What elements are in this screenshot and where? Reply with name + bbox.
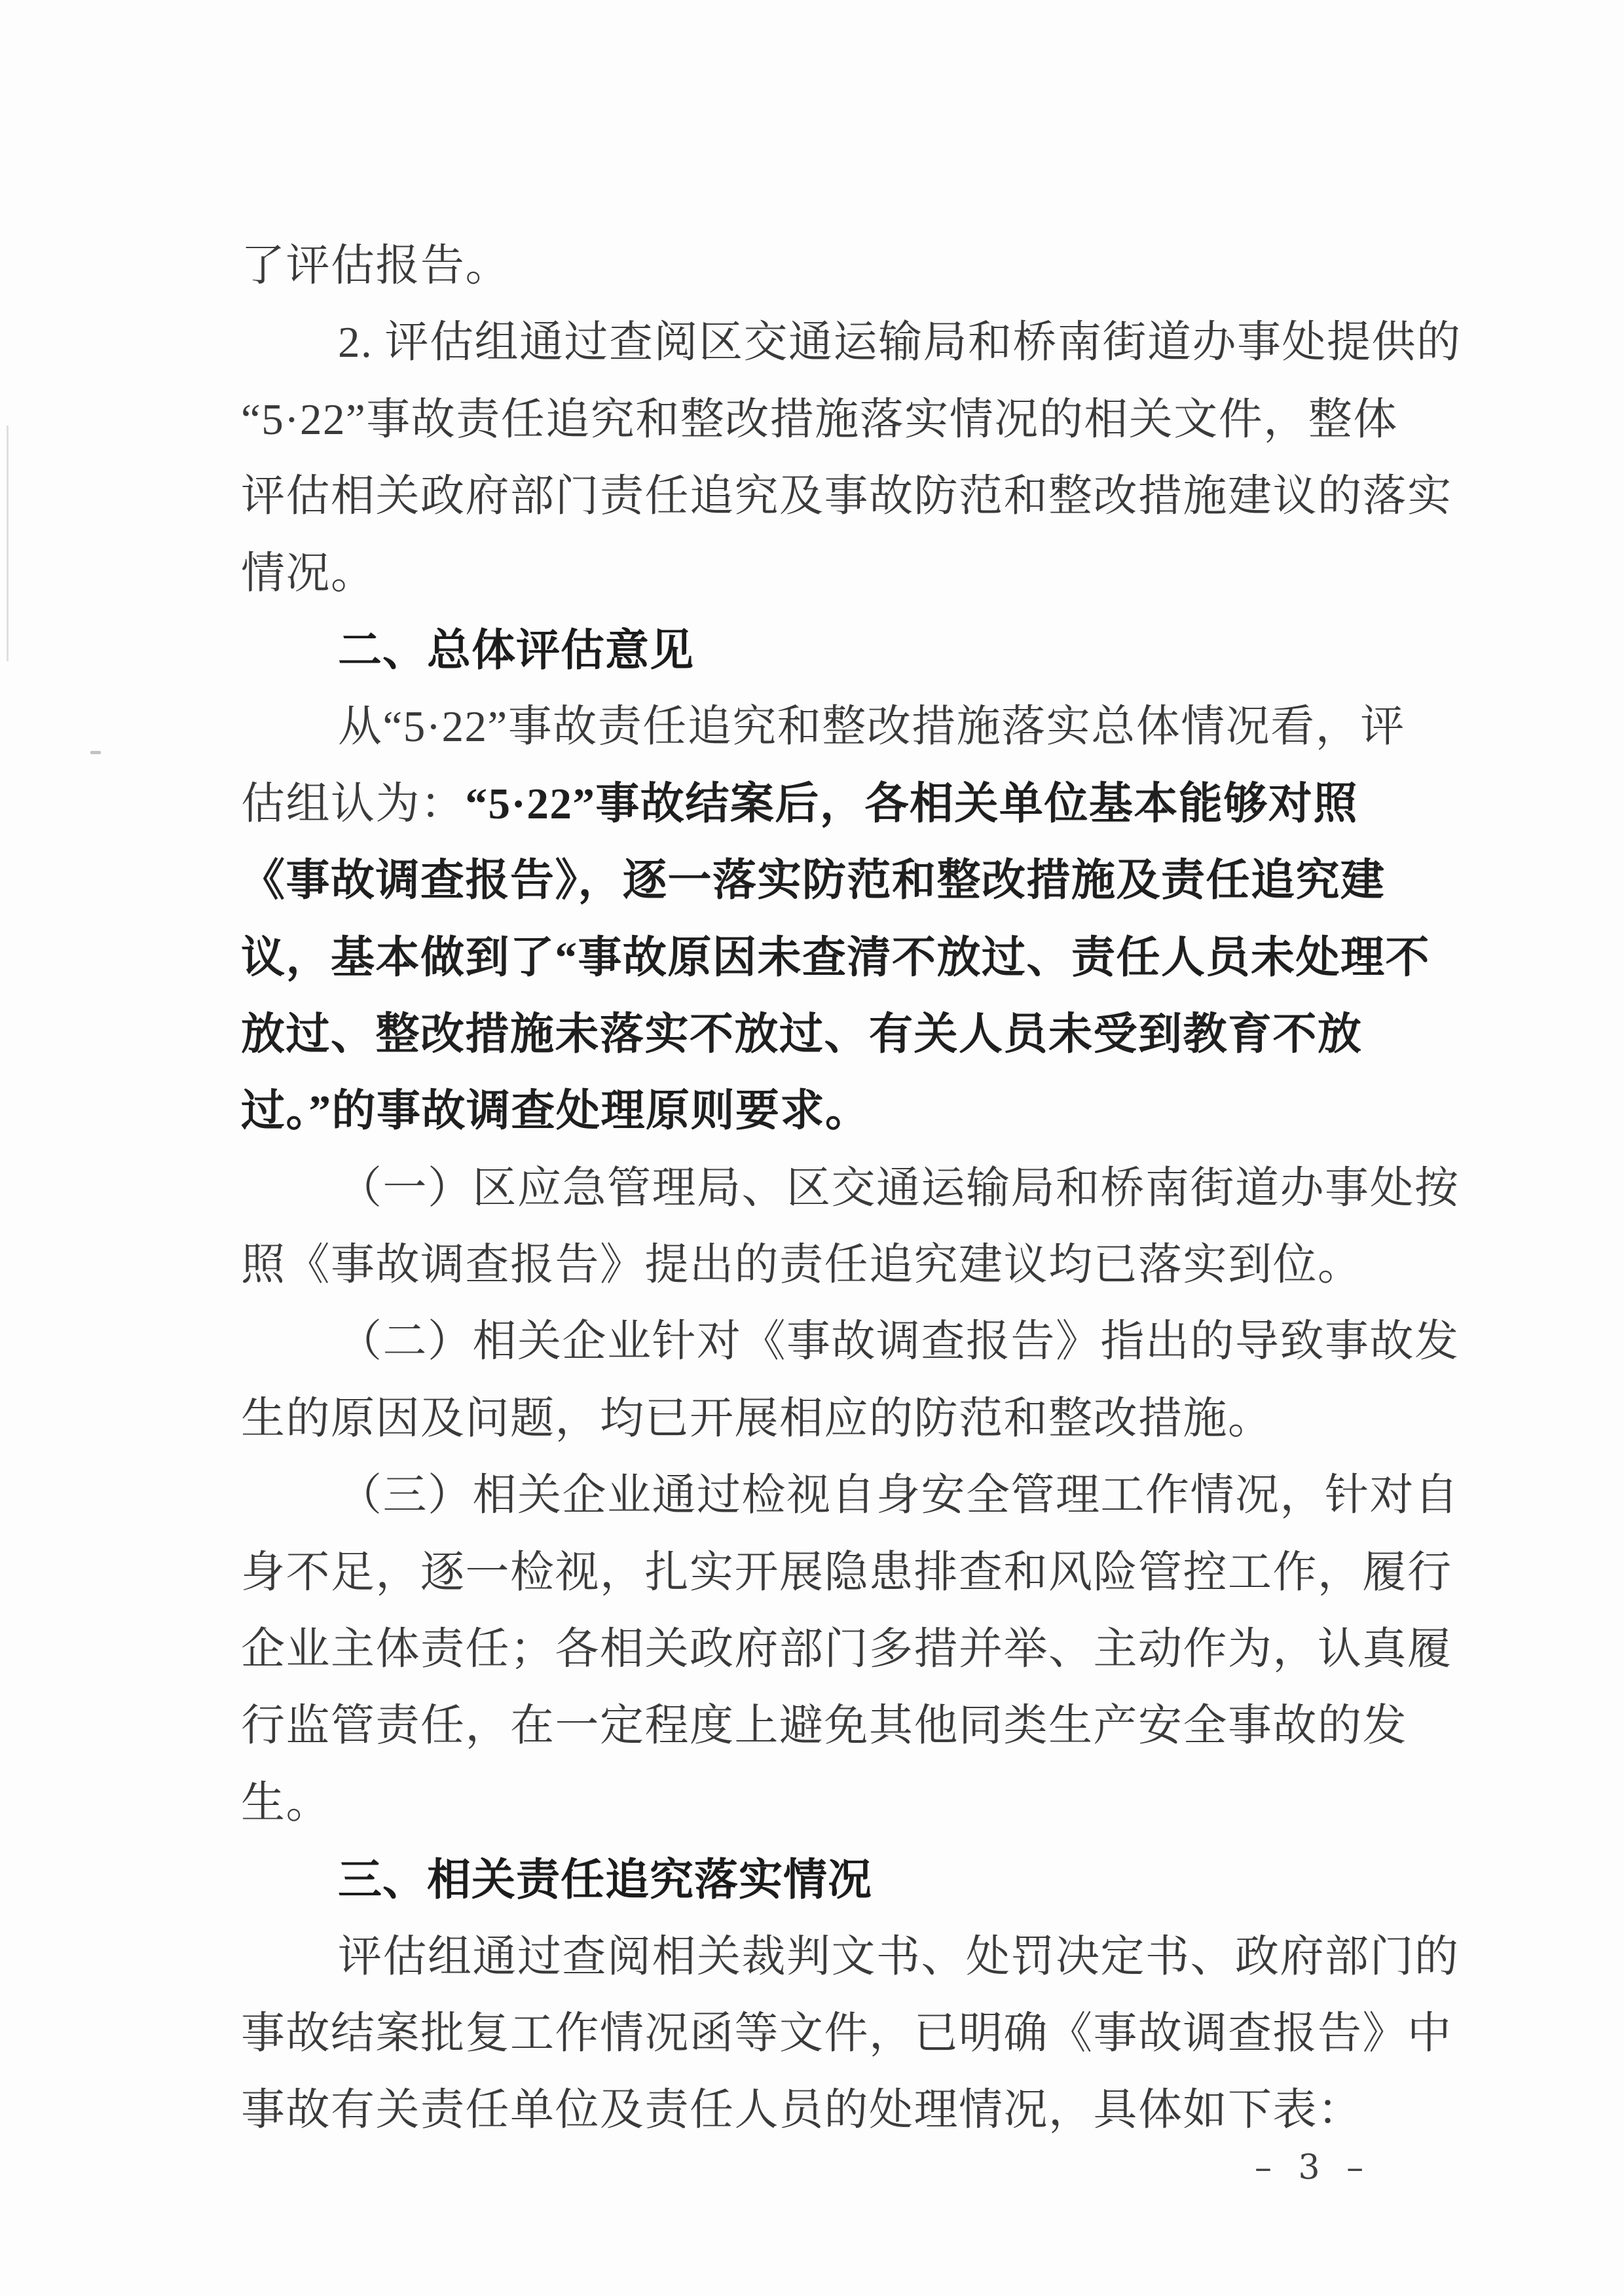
text-line	[241, 1765, 1454, 1842]
text-line	[241, 996, 1454, 1073]
heading-text: 二、总体评估意见	[338, 624, 694, 676]
text-line	[241, 1611, 1454, 1688]
text-segment: 行监管责任，在一定程度上避免其他同类生产安全事故的发	[241, 1702, 1407, 1751]
text-segment: 照《事故调查报告》提出的责任追究建议均已落实到位。	[241, 1241, 1363, 1290]
text-segment: 情况。	[241, 549, 376, 598]
text-line	[241, 382, 1454, 458]
text-line	[241, 766, 1454, 843]
text-segment-bold: 《事故调查报告》，逐一落实防范和整改措施及责任追究建	[241, 856, 1386, 905]
scan-artifact-line	[7, 426, 9, 661]
text-segment: 从“5·22”事故责任追究和整改措施落实总体情况看，评	[338, 702, 1405, 752]
page-number	[1255, 2147, 1371, 2188]
text-segment: “5·22”事故责任追究和整改措施落实情况的相关文件，整体	[241, 395, 1398, 444]
text-segment: 估组认为：	[241, 779, 466, 828]
page-number-text: – 3 –	[1255, 2148, 1372, 2187]
text-line	[241, 458, 1454, 535]
text-line	[241, 1535, 1454, 1611]
text-line	[241, 228, 1454, 304]
text-line	[241, 1995, 1454, 2072]
text-line	[241, 1303, 1460, 1380]
text-line	[241, 1381, 1454, 1457]
text-line	[241, 1688, 1454, 1764]
text-segment: （二）相关企业针对《事故调查报告》指出的导致事故发	[338, 1317, 1460, 1366]
text-line	[241, 1073, 1454, 1150]
scan-artifact-dash	[90, 751, 101, 754]
text-segment: 企业主体责任；各相关政府部门多措并举、主动作为，认真履	[241, 1625, 1452, 1674]
text-segment: 事故结案批复工作情况函等文件，已明确《事故调查报告》中	[241, 2009, 1452, 2058]
document-body	[241, 228, 1462, 2149]
text-line	[241, 2072, 1454, 2149]
text-segment-bold: 议，基本做到了“事故原因未查清不放过、责任人员未处理不	[241, 933, 1430, 982]
text-segment: 事故有关责任单位及责任人员的处理情况，具体如下表：	[241, 2086, 1363, 2135]
text-line	[241, 1150, 1460, 1227]
text-segment: 2. 评估组通过查阅区交通运输局和桥南街道办事处提供的	[338, 318, 1462, 367]
text-segment-bold: “5·22”事故结案后，各相关单位基本能够对照	[465, 779, 1358, 828]
text-line	[241, 1919, 1460, 1995]
section-heading-overall-assessment	[241, 612, 1454, 689]
text-segment: 生。	[241, 1778, 331, 1827]
text-line	[241, 536, 1454, 612]
text-line	[241, 1227, 1454, 1303]
text-line	[241, 920, 1454, 996]
text-segment: 身不足，逐一检视，扎实开展隐患排查和风险管控工作，履行	[241, 1548, 1452, 1597]
text-segment: 生的原因及问题，均已开展相应的防范和整改措施。	[241, 1394, 1273, 1443]
text-line	[241, 1457, 1460, 1534]
text-segment: 了评估报告。	[241, 242, 510, 290]
text-segment-bold: 放过、整改措施未落实不放过、有关人员未受到教育不放	[241, 1010, 1363, 1059]
section-heading-accountability	[241, 1842, 1454, 1918]
text-segment-bold: 过。”的事故调查处理原则要求。	[241, 1087, 870, 1136]
text-line	[241, 689, 1454, 765]
heading-text: 三、相关责任追究落实情况	[338, 1854, 872, 1906]
text-segment: （三）相关企业通过检视自身安全管理工作情况，针对自	[338, 1471, 1460, 1520]
text-segment: 评估相关政府部门责任追究及事故防范和整改措施建议的落实	[241, 472, 1452, 521]
text-segment: （一）区应急管理局、区交通运输局和桥南街道办事处按	[338, 1163, 1460, 1212]
text-segment: 评估组通过查阅相关裁判文书、处罚决定书、政府部门的	[338, 1932, 1460, 1981]
text-line	[241, 304, 1462, 381]
text-line	[241, 843, 1454, 919]
